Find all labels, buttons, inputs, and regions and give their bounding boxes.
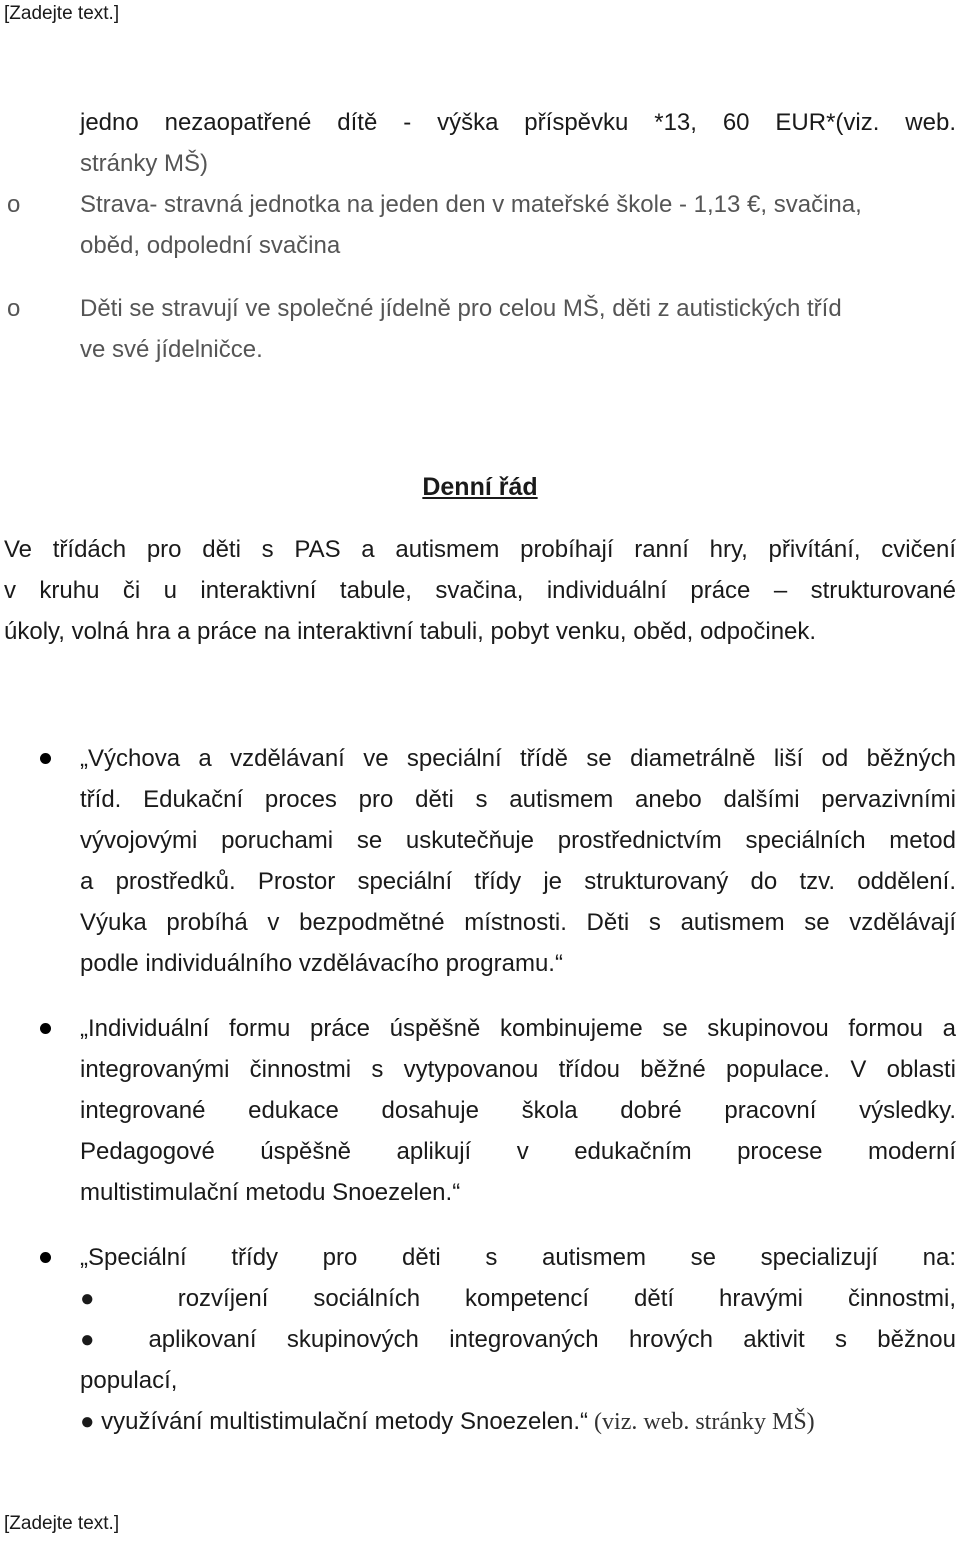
text-line: multistimulační metodu Snoezelen.“ xyxy=(80,1179,461,1206)
text-line: a prostředků. Prostor speciální třídy je strukturovaný do tzv. oddělení. xyxy=(80,868,956,895)
text-line: tříd. Edukační proces pro děti s autismem anebo dalšími pervazivními xyxy=(80,786,956,813)
text-line: Pedagogové úspěšně aplikují v edukačním procese moderní xyxy=(80,1138,956,1165)
text-line: „Speciální třídy pro děti s autismem se specializují na: xyxy=(80,1244,956,1271)
text-line: oběd, odpolední svačina xyxy=(80,232,341,259)
section-title: Denní řád xyxy=(422,473,538,501)
text-line: Ve třídách pro děti s PAS a autismem probíhají ranní hry, přivítání, cvičení xyxy=(4,536,956,563)
bullet-icon xyxy=(40,1023,51,1034)
text-line: Děti se stravují ve společné jídelně pro celou MŠ, děti z autistických tříd xyxy=(80,295,842,322)
bullet-icon xyxy=(40,753,51,764)
reference-text: (viz. web. stránky MŠ) xyxy=(588,1409,815,1435)
text-line xyxy=(80,1407,956,1437)
text-line: v kruhu či u interaktivní tabule, svačina, individuální práce – strukturované xyxy=(4,577,956,604)
text-line: ● rozvíjení sociálních kompetencí dětí hravými činnostmi, xyxy=(80,1285,956,1312)
page-footer: [Zadejte text.] xyxy=(4,1513,120,1534)
list-marker: o xyxy=(7,295,21,322)
text-line: ve své jídelničce. xyxy=(80,336,263,363)
text-line: stránky MŠ) xyxy=(80,150,209,177)
text-line: populací, xyxy=(80,1367,178,1394)
list-marker: o xyxy=(7,191,21,218)
bullet-icon xyxy=(40,1252,51,1263)
text-span: ● využívání multistimulační metody Snoezelen.“ xyxy=(80,1408,589,1435)
text-line: podle individuálního vzdělávacího programu.“ xyxy=(80,950,563,977)
text-line: „Individuální formu práce úspěšně kombinujeme se skupinovou formou a xyxy=(80,1015,956,1042)
text-line: integrovanými činnostmi s vytypovanou třídou běžné populace. V oblasti xyxy=(80,1056,956,1083)
page-header: [Zadejte text.] xyxy=(4,3,120,24)
text-line: ● aplikovaní skupinových integrovaných hrových aktivit s běžnou xyxy=(80,1326,956,1353)
text-line: vývojovými poruchami se uskutečňuje prostřednictvím speciálních metod xyxy=(80,827,956,854)
text-line: „Výchova a vzdělávaní ve speciální třídě se diametrálně liší od běžných xyxy=(80,745,956,772)
text-line: úkoly, volná hra a práce na interaktivní tabuli, pobyt venku, oběd, odpočinek. xyxy=(4,618,817,645)
text-line: Strava- stravná jednotka na jeden den v mateřské škole - 1,13 €, svačina, xyxy=(80,191,862,218)
text-line: integrované edukace dosahuje škola dobré pracovní výsledky. xyxy=(80,1097,956,1124)
text-line: jedno nezaopatřené dítě - výška příspěvku *13, 60 EUR*(viz. web. xyxy=(80,109,956,136)
text-line: Výuka probíhá v bezpodmětné místnosti. Děti s autismem se vzdělávají xyxy=(80,909,956,936)
